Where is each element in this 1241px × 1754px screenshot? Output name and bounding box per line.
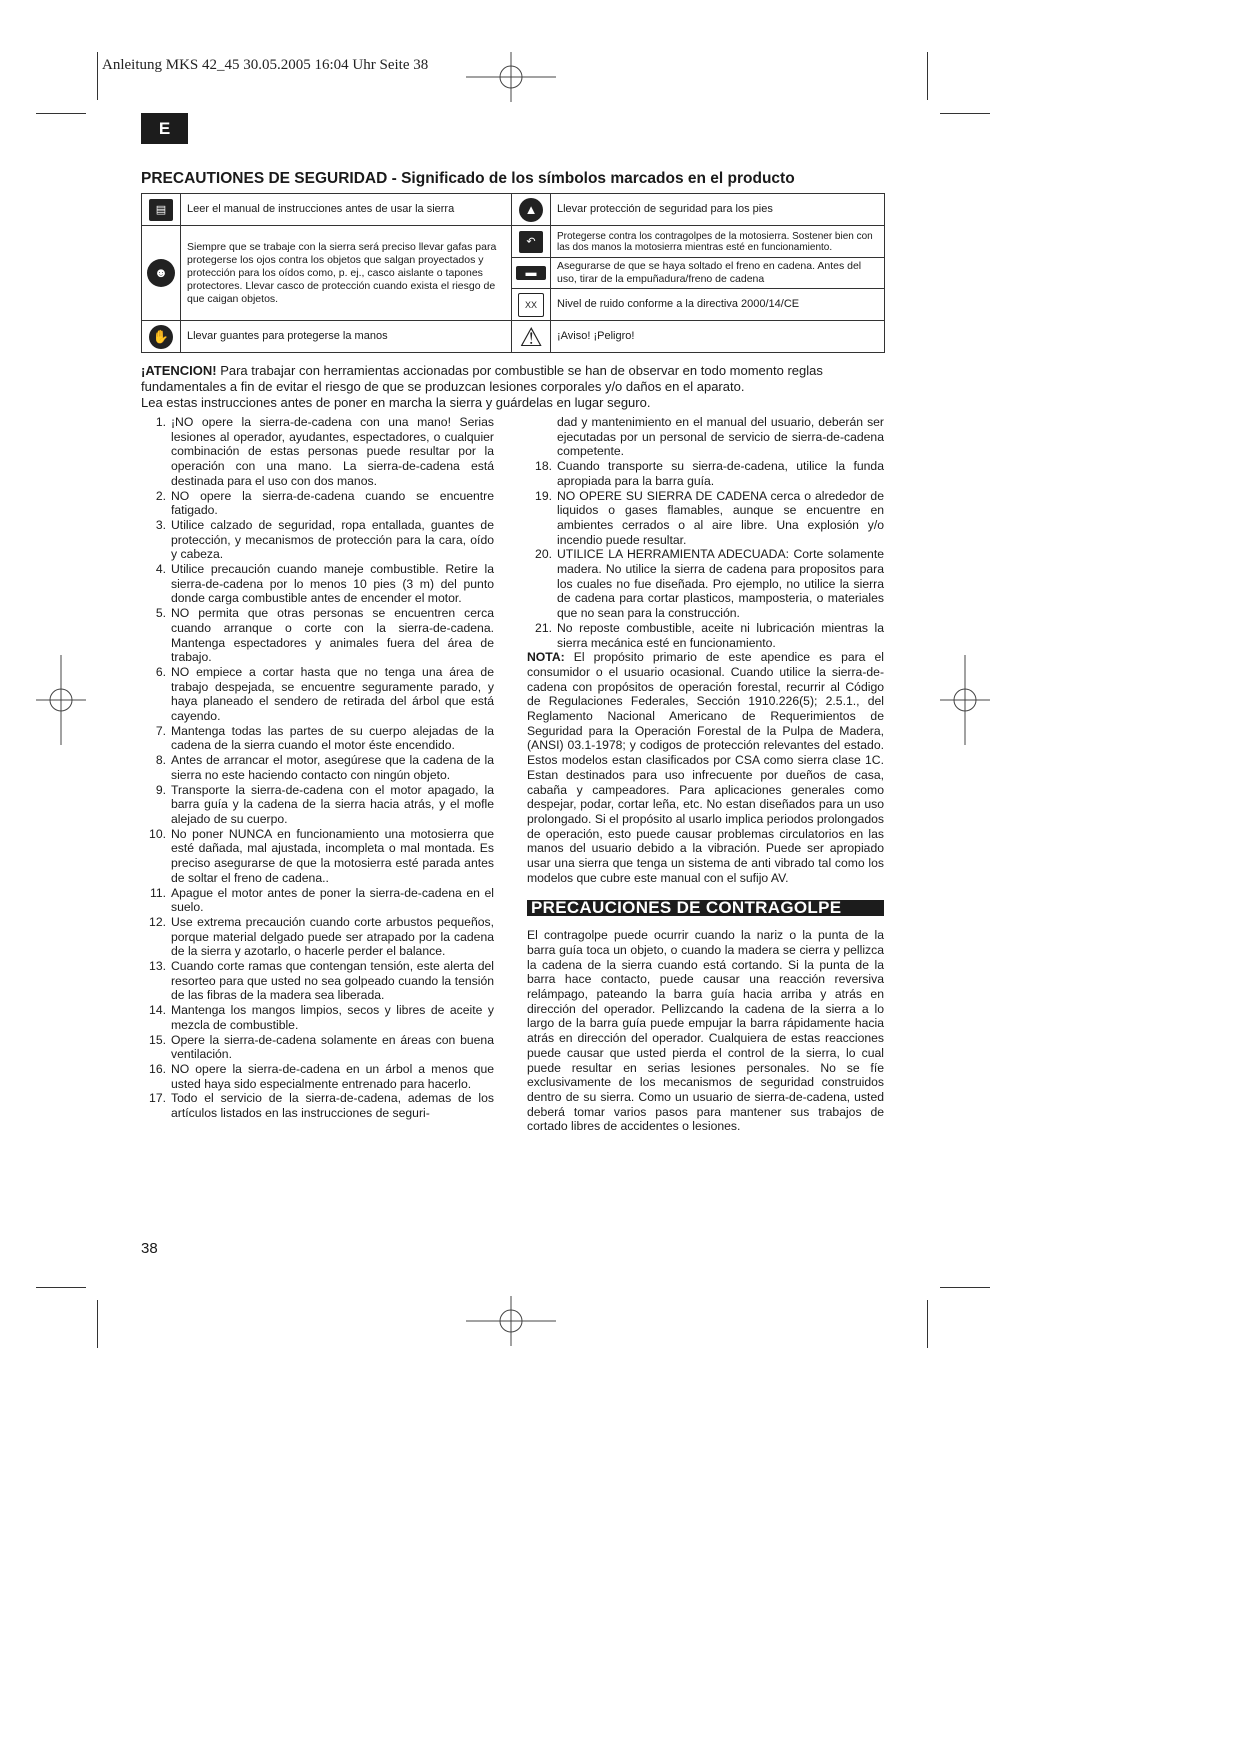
symbol-text: Protegerse contra los contragolpes de la motosierra. Sostener bien con las dos manos la motosierra mientras esté en funcionamiento.	[551, 226, 885, 258]
symbol-icon-cell	[512, 194, 551, 226]
list-item: 3. Utilice calzado de seguridad, ropa entallada, guantes de protección, y mecanismos de protección para la cara, oído y cabeza.	[155, 517, 494, 562]
list-item: 19. NO OPERE SU SIERRA DE CADENA cerca o alrededor de liquidos o gases flamables, aunque se encuentre en ambientes cerrados o al aire libre. Una explosión y/o incendio puede resultar.	[535, 488, 884, 547]
warning-triangle-icon: ⚠	[519, 321, 543, 352]
manual-book-icon: ▤	[149, 199, 173, 221]
list-item: 10. No poner NUNCA en funcionamiento una motosierra que esté dañada, mal ajustada, incompleta o mal montada. Es preciso asegurarse de que la motosierra esté parada antes de soltar el freno de cadena..	[149, 826, 494, 885]
list-item: 1. ¡NO opere la sierra-de-cadena con una mano! Serias lesiones al operador, ayudantes, espectadores, o cualquier combinación de estas personas puede resultar por la operación con una mano. La sierra-de-cadena está destinada para el uso con dos manos.	[155, 415, 494, 488]
page-number: 38	[141, 1240, 158, 1257]
noise-level-icon: XX	[518, 293, 544, 317]
section-heading: PRECAUCIONES DE CONTRAGOLPE	[527, 900, 884, 917]
symbol-text: ¡Aviso! ¡Peligro!	[551, 321, 885, 353]
list-item-continuation: dad y mantenimiento en el manual del usuario, deberán ser ejecutadas por un personal de servicio de sierra-de-cadena competente.	[557, 415, 884, 459]
kickback-icon: ↶	[519, 231, 543, 253]
symbol-text: Llevar protección de seguridad para los pies	[551, 194, 885, 226]
crop-mark	[97, 1300, 98, 1348]
list-item: 15. Opere la sierra-de-cadena solamente en áreas con buena ventilación.	[149, 1032, 494, 1062]
list-item: 12. Use extrema precaución cuando corte arbustos pequeños, porque material delgado puede ser atrapado por la cadena de la sierra y azotarlo, o hacerle perder el balance.	[149, 914, 494, 959]
symbol-text: Llevar guantes para protegerse la manos	[181, 321, 512, 353]
crop-mark	[927, 52, 928, 100]
symbol-text: Nivel de ruido conforme a la directiva 2000/14/CE	[551, 289, 885, 321]
symbol-icon-cell	[512, 321, 551, 353]
crop-mark	[940, 113, 990, 114]
list-item: 5. NO permita que otras personas se encuentren cerca cuando arranque o corte con la sierra-de-cadena. Mantenga espectadores y animales fuera del área de trabajo.	[155, 606, 494, 665]
symbol-icon-cell	[512, 289, 551, 321]
registration-mark-icon	[466, 1296, 556, 1346]
face-protection-icon: ☻	[147, 259, 175, 287]
registration-mark-icon	[36, 655, 86, 745]
list-item: 7. Mantenga todas las partes de su cuerpo alejadas de la cadena de la sierra cuando el motor éste encendido.	[155, 723, 494, 753]
atencion-line2: Lea estas instrucciones antes de poner en marcha la sierra y guárdelas en lugar seguro.	[141, 395, 651, 410]
chain-brake-icon: ▬	[516, 266, 546, 280]
symbol-icon-cell	[142, 194, 181, 226]
gloves-icon: ✋	[149, 325, 173, 349]
nota-paragraph: NOTA: El propósito primario de este apendice es para el consumidor o el usuario ocasional. Cuando utilice la sierra-de-cadena con propósitos de operación forestal, recurrir al Código de Regulaciones Federales, Sección 1910.226(5); 2.5.1., del Reglamento Nacional Americano de Requerimientos de Seguridad para la Operación Forestal de la Pulpa de Madera, (ANSI) 03.1-1978; y codigos de protección relevantes del estado. Estos modelos estan clasificados por CSA como sierra clase 1C. Estan destinados para uso infrecuente por dueños de casa, cabaña y campeadores. Para aplicaciones generales como despejar, podar, cortar leña, etc. No estan diseñados para un uso prolongado. Si el propósito al usarlo implica periodos prolongados de operación, esto puede causar problemas circulatorios en las manos del usuario debido a la vibración. Puede ser apropiado usar una sierra que tenga un sistema de anti vibrado tal como los modelos que cubre este manual con el sufijo AV.	[527, 650, 884, 885]
crop-mark	[36, 1287, 86, 1288]
symbols-table	[141, 193, 885, 353]
list-item: 2. NO opere la sierra-de-cadena cuando se encuentre fatigado.	[155, 488, 494, 518]
list-item: 21. No reposte combustible, aceite ni lubricación mientras la sierra mecánica esté en funcionamiento.	[535, 620, 884, 650]
symbol-text: Asegurarse de que se haya soltado el freno en cadena. Antes del uso, tirar de la empuñadura/freno de cadena	[551, 258, 885, 289]
symbol-icon-cell	[142, 226, 181, 321]
page-title: PRECAUTIONES DE SEGURIDAD - Significado de los símbolos marcados en el producto	[141, 170, 795, 187]
symbol-icon-cell	[142, 321, 181, 353]
symbol-text: Leer el manual de instrucciones antes de usar la sierra	[181, 194, 512, 226]
list-item: 16. NO opere la sierra-de-cadena en un árbol a menos que usted haya sido especialmente entrenado para hacerlo.	[149, 1061, 494, 1091]
symbol-text: Siempre que se trabaje con la sierra será preciso llevar gafas para protegerse los ojos contra los objetos que salgan proyectados y protección para los oídos como, p. ej., casco aislante o tapones protectores. Llevar casco de protección cuando exista el riesgo de que caigan objetos.	[181, 226, 512, 321]
contragolpe-paragraph: El contragolpe puede ocurrir cuando la nariz o la punta de la barra guía toca un objeto, o cuando la madera se cierra y pellizca la cadena de la sierra cuando está cortando. Si la punta de la barra hace contacto, puede causar una reacción reversiva relámpago, pateando la barra guía hacia arriba y atrás en dirección del operador. Pellizcando la cadena de la sierra a lo largo de la barra guía puede empujar la barra rápidamente hacia atrás en dirección del operador. Cualquiera de estas reacciones puede causar que usted pierda el control de la sierra, lo cual puede resultar en serias lesiones personales. No se fíe exclusivamente de los mecanismos de seguridad construidos dentro de su sierra. Como un usuario de sierra-de-cadena, usted deberá tomar varios pasos para mantener sus trabajos de cortado libres de accidentes o lesiones.	[527, 928, 884, 1134]
left-column	[141, 415, 494, 1121]
list-item: 18. Cuando transporte su sierra-de-cadena, utilice la funda apropiada para la barra guía.	[535, 459, 884, 488]
crop-mark	[36, 113, 86, 114]
list-item: 8. Antes de arrancar el motor, asegúrese que la cadena de la sierra no este haciendo contacto con ningún objeto.	[155, 753, 494, 782]
crop-mark	[940, 1287, 990, 1288]
list-item: 11. Apague el motor antes de poner la sierra-de-cadena en el suelo.	[149, 885, 494, 915]
right-column	[527, 415, 884, 1134]
atencion-text: Para trabajar con herramientas accionadas por combustible se han de observar en todo momento reglas fundamentales a fin de evitar el riesgo de que se produzcan lesiones corporales y/o daños en el aparato.	[141, 363, 823, 394]
list-item: 9. Transporte la sierra-de-cadena con el motor apagado, la barra guía y la cadena de la sierra hacia atrás, y el mofle alejado de su cuerpo.	[155, 782, 494, 826]
registration-mark-icon	[466, 52, 556, 102]
symbol-icon-cell	[512, 258, 551, 289]
list-item: 13. Cuando corte ramas que contengan tensión, este alerta del resorteo para que usted no sea golpeado cuando la tensión de las fibras de la madera sea liberada.	[149, 959, 494, 1003]
crop-mark	[927, 1300, 928, 1348]
list-item: 6. NO empiece a cortar hasta que no tenga una área de trabajo despejada, se encuentre seguramente parado, y haya planeado el sendero de retirada del árbol que está cayendo.	[155, 664, 494, 724]
list-item: 20. UTILICE LA HERRAMIENTA ADECUADA: Corte solamente madera. No utilice la sierra de cadena para propositos para los cuales no fue diseñada. Pro ejemplo, no utilice la sierra de cadena para cortar plasticos, mamposteria, o materiales que no sean para la construcción.	[535, 547, 884, 621]
nota-label: NOTA:	[527, 650, 565, 665]
safety-boot-icon: ▲	[519, 198, 543, 222]
list-item: 17. Todo el servicio de la sierra-de-cadena, ademas de los artículos listados en las instrucciones de seguri-	[149, 1091, 494, 1121]
language-tab: E	[141, 113, 188, 144]
registration-mark-icon	[940, 655, 990, 745]
atencion-label: ¡ATENCION!	[141, 363, 217, 378]
print-header: Anleitung MKS 42_45 30.05.2005 16:04 Uhr Seite 38	[102, 57, 429, 73]
list-item: 4. Utilice precaución cuando maneje combustible. Retire la sierra-de-cadena por lo menos 10 pies (3 m) del punto donde carga combustible antes de encender el motor.	[155, 562, 494, 606]
list-item: 14. Mantenga los mangos limpios, secos y libres de aceite y mezcla de combustible.	[149, 1003, 494, 1032]
crop-mark	[97, 52, 98, 100]
symbol-icon-cell	[512, 226, 551, 258]
atencion-notice	[141, 363, 891, 411]
